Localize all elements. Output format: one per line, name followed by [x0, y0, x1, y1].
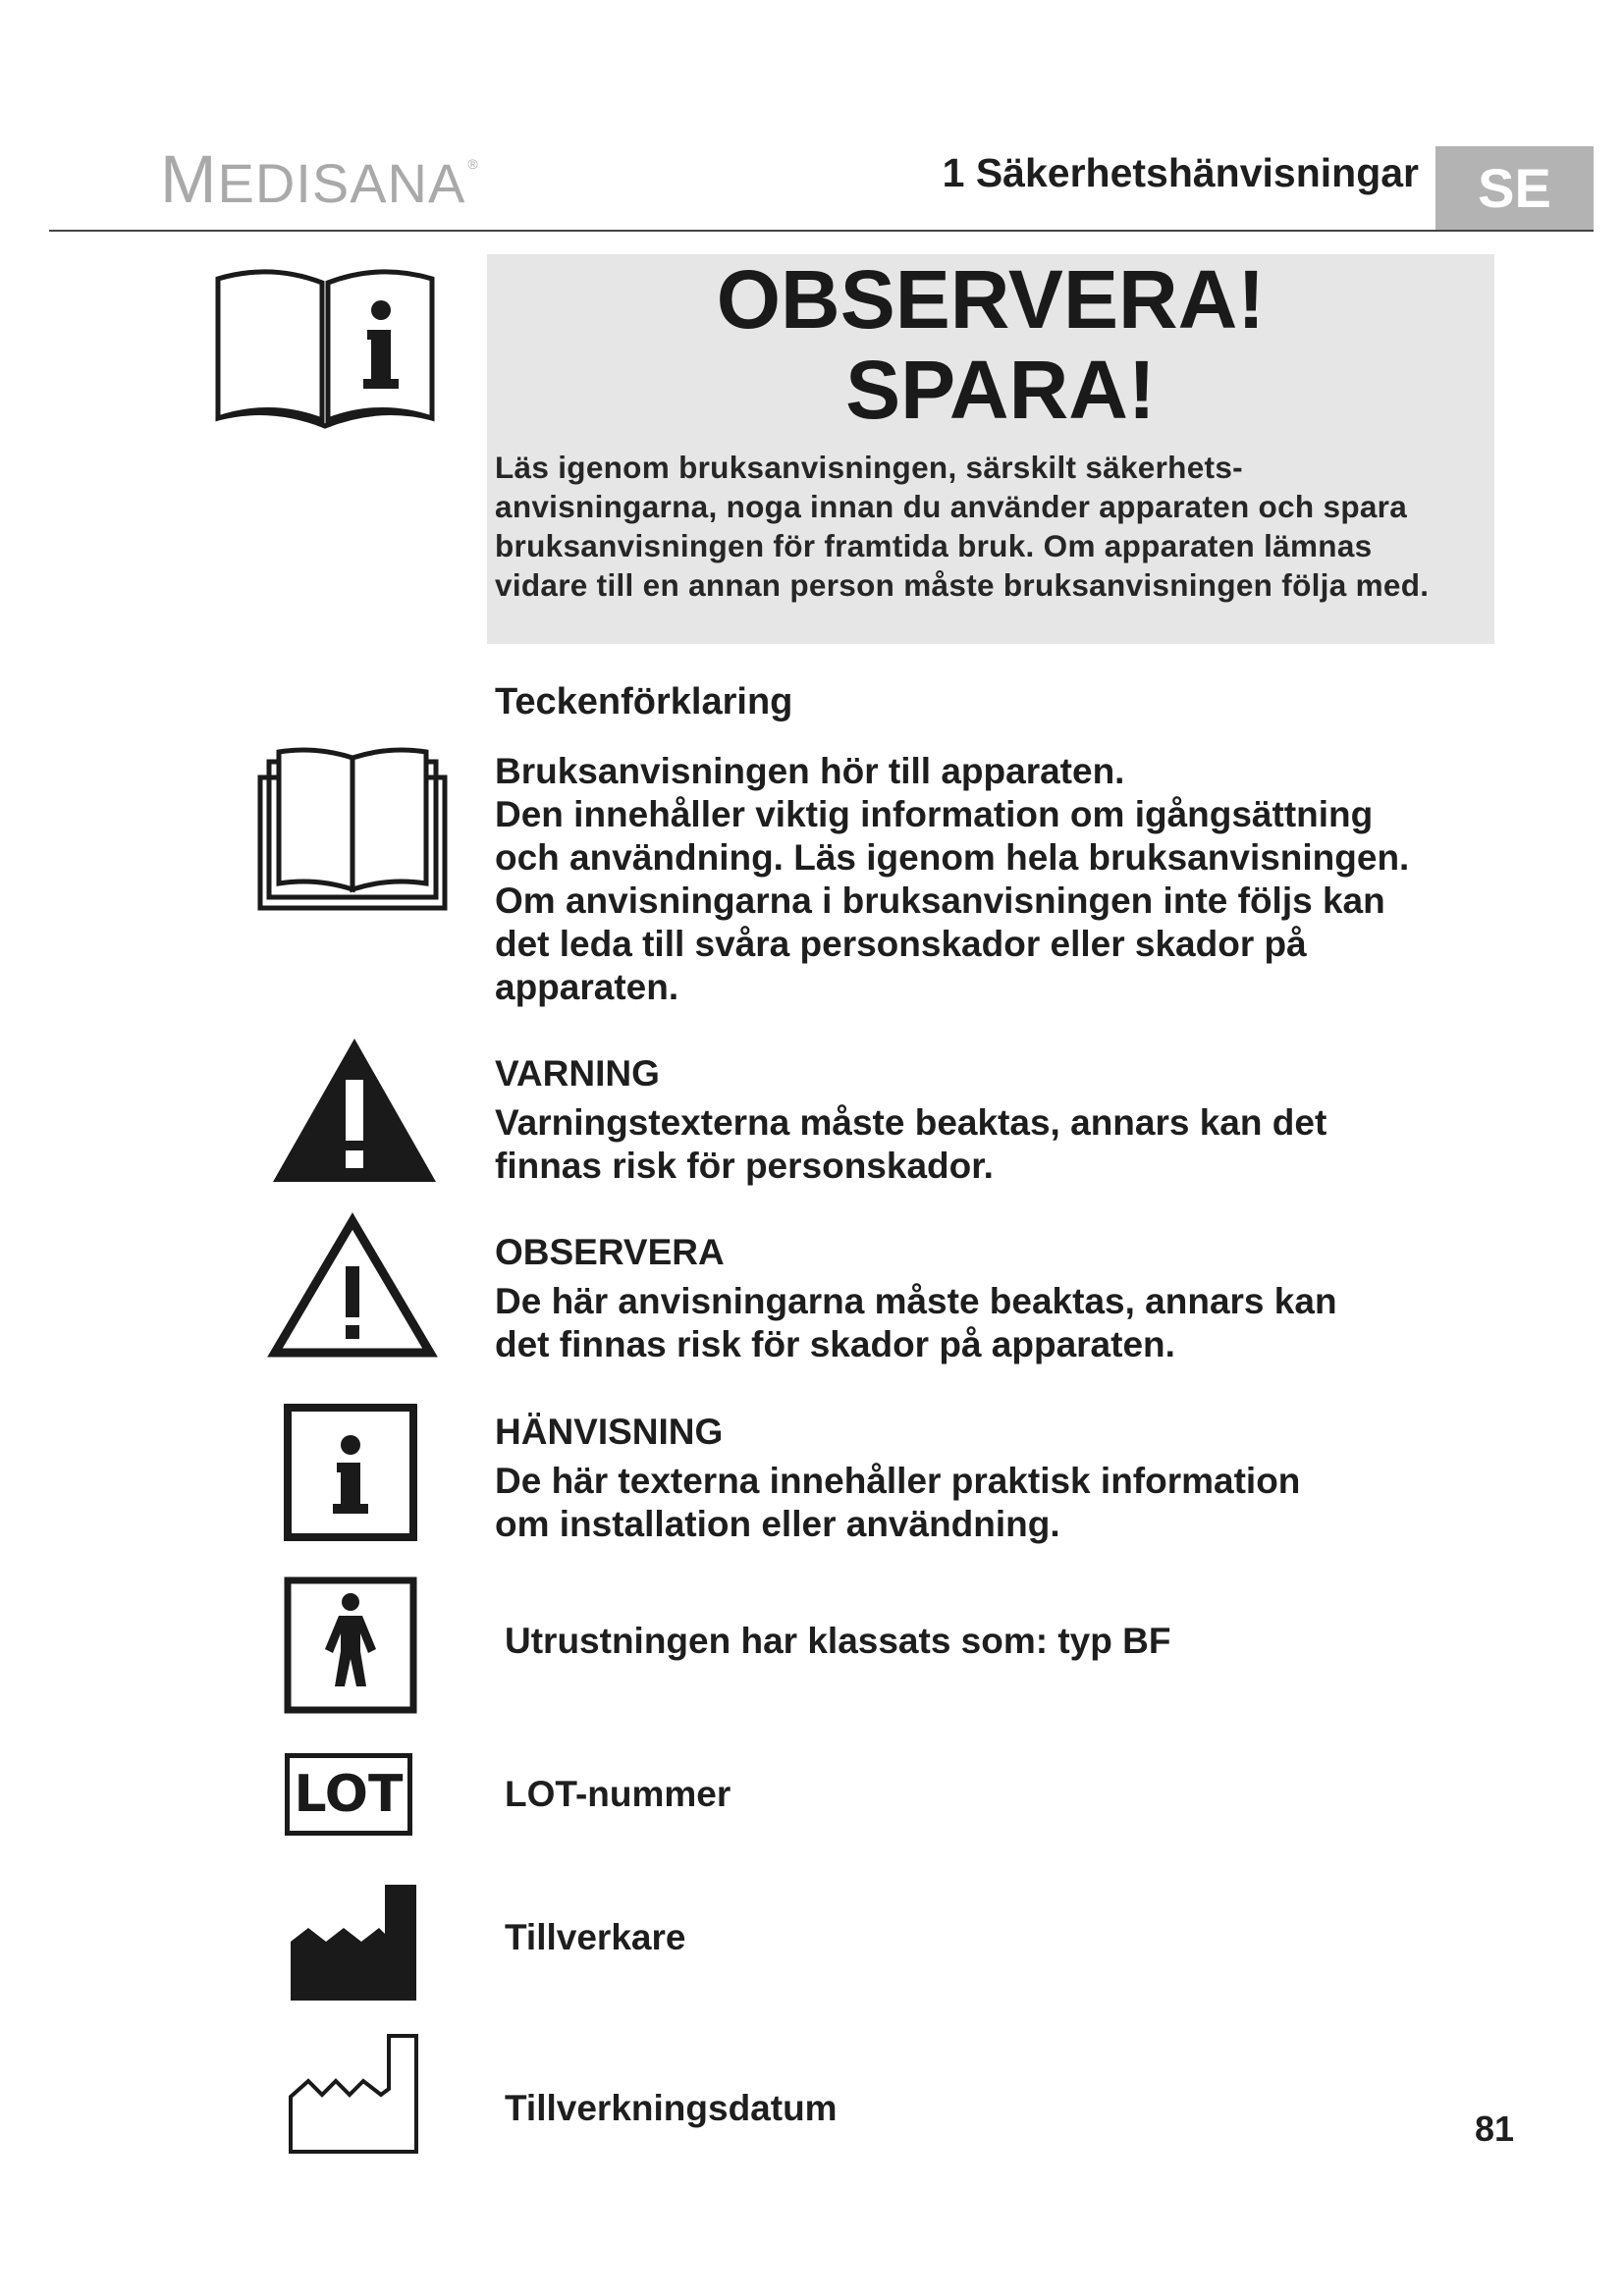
warning-line: finnas risk för personskador. — [495, 1146, 994, 1186]
instruction-manual-icon — [257, 748, 448, 911]
manual-line: och användning. Läs igenom hela bruksanvisningen. — [495, 837, 1410, 878]
lot-icon: LOT — [285, 1753, 412, 1836]
manufacturer-icon — [287, 1883, 420, 2004]
notice-subtitle: SPARA! — [845, 344, 1156, 436]
notice-text-line: anvisningarna, noga innan du använder apparaten och spara — [495, 489, 1408, 524]
notice-text-line: Läs igenom bruksanvisningen, särskilt säkerhets- — [495, 450, 1243, 485]
warning-block — [495, 1052, 1326, 1188]
caution-icon — [269, 1215, 436, 1359]
manual-line: Om anvisningarna i bruksanvisningen inte följs kan — [495, 881, 1385, 921]
language-tab: SE — [1435, 146, 1594, 231]
type-bf-icon — [284, 1576, 417, 1714]
note-text — [495, 1460, 1300, 1546]
page-number: 81 — [1475, 2109, 1515, 2149]
brand-rest: EDISANA — [217, 152, 466, 214]
registered-mark: ® — [467, 156, 479, 172]
brand-logo — [160, 141, 479, 217]
warning-line: Varningstexterna måste beaktas, annars kan det — [495, 1102, 1327, 1143]
manual-line: det leda till svåra personskador eller skador på — [495, 924, 1307, 964]
caution-block — [495, 1231, 1337, 1366]
manufacture-date-text: Tillverkningsdatum — [505, 2088, 838, 2128]
header-rule — [49, 230, 1594, 232]
notice-title: OBSERVERA! — [716, 253, 1266, 346]
caution-text — [495, 1280, 1337, 1366]
notice-text-line: vidare till en annan person måste bruksanvisningen följa med. — [495, 567, 1430, 603]
read-manual-info-icon — [214, 261, 436, 428]
warning-title: VARNING — [495, 1053, 660, 1094]
note-line: De här texterna innehåller praktisk information — [495, 1461, 1301, 1501]
lot-text: LOT-nummer — [505, 1774, 731, 1814]
manual-line: Bruksanvisningen hör till apparaten. — [495, 751, 1125, 791]
warning-icon — [271, 1037, 438, 1184]
manual-line: Den innehåller viktig information om igångsättning — [495, 794, 1374, 834]
notice-text — [495, 448, 1489, 605]
note-title: HÄNVISNING — [495, 1412, 724, 1452]
manual-line: apparaten. — [495, 967, 679, 1007]
brand-initial: M — [160, 141, 218, 217]
chapter-title: 1 Säkerhetshänvisningar — [942, 150, 1419, 195]
manufacturer-text: Tillverkare — [505, 1917, 686, 1957]
note-line: om installation eller användning. — [495, 1504, 1060, 1544]
caution-line: De här anvisningarna måste beaktas, annars kan — [495, 1281, 1337, 1321]
notice-text-line: bruksanvisningen för framtida bruk. Om apparaten lämnas — [495, 528, 1373, 563]
info-icon — [284, 1404, 417, 1541]
note-block — [495, 1411, 1300, 1546]
caution-title: OBSERVERA — [495, 1232, 725, 1272]
warning-text — [495, 1101, 1326, 1188]
type-bf-text: Utrustningen har klassats som: typ BF — [505, 1621, 1171, 1661]
manufacture-date-icon — [287, 2032, 420, 2156]
caution-line: det finnas risk för skador på apparaten. — [495, 1324, 1175, 1364]
legend-heading: Teckenförklaring — [495, 681, 793, 722]
manual-description — [495, 750, 1409, 1009]
